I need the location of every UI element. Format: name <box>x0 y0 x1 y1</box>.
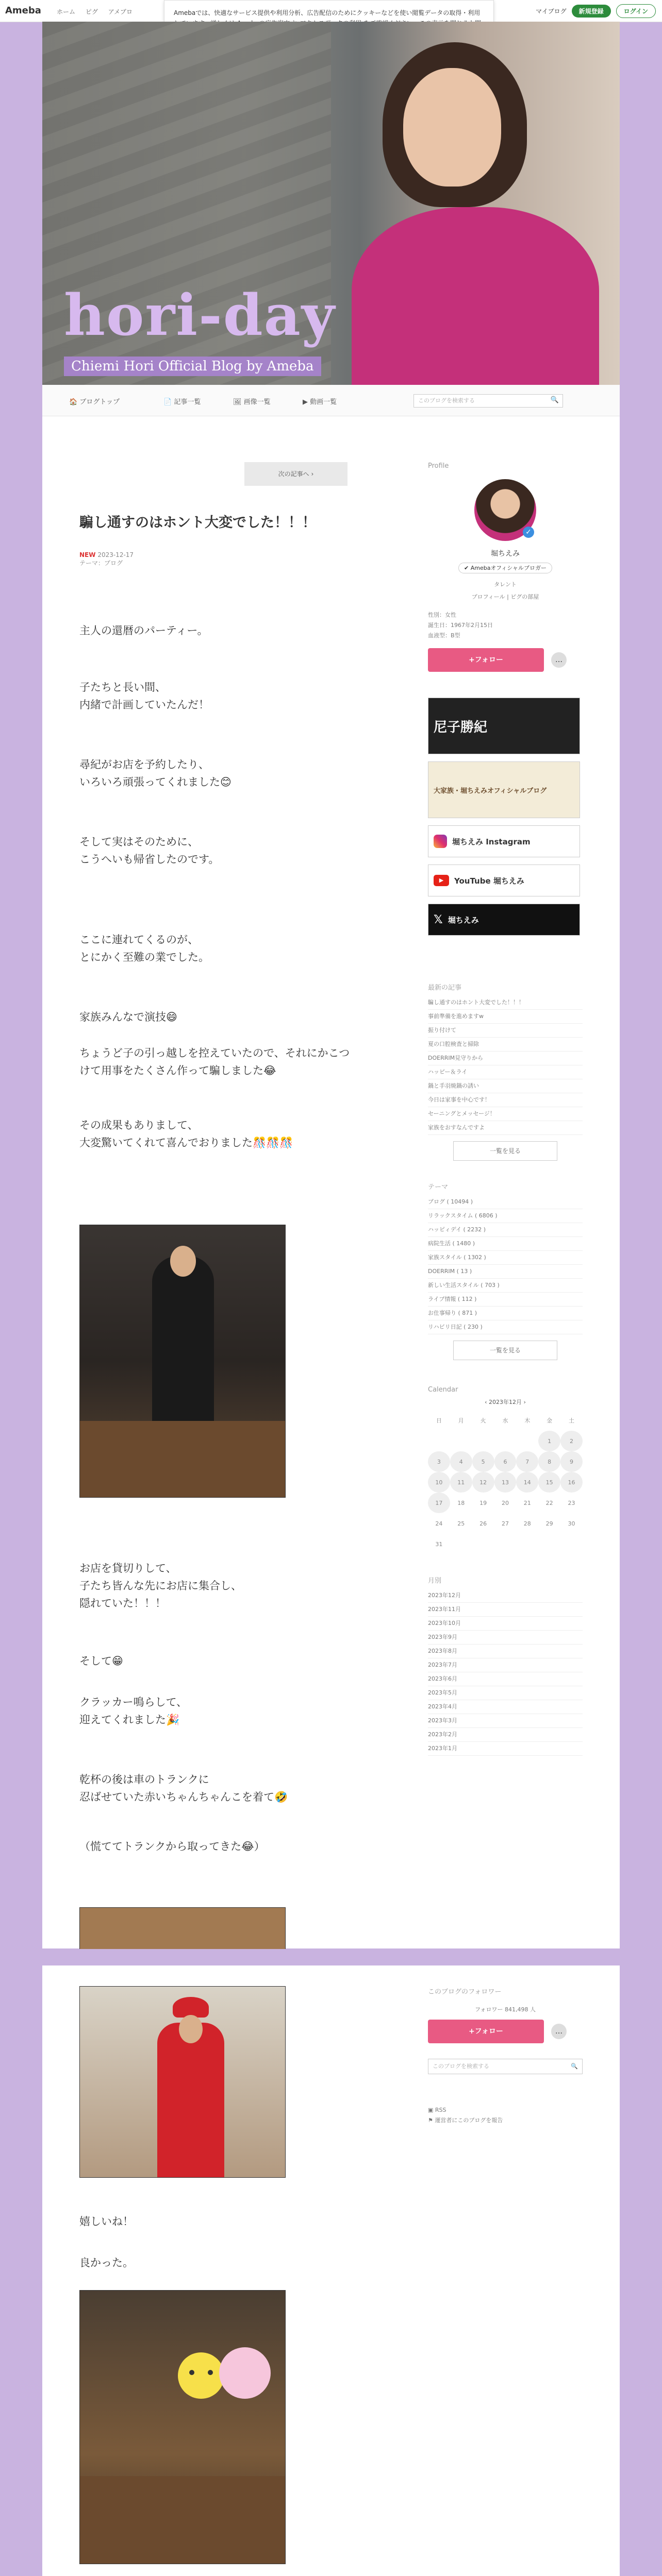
archive-section <box>428 1575 583 1756</box>
archive-item[interactable]: 2023年5月 <box>428 1686 583 1700</box>
recent-item[interactable]: 今日は家事を中心です！ <box>428 1093 583 1107</box>
nav-video-list-label: 動画一覧 <box>310 398 337 406</box>
calendar-cell[interactable]: 9 <box>560 1451 583 1472</box>
profile-name[interactable]: 堀ちえみ <box>491 550 520 558</box>
calendar-cell <box>494 1534 517 1554</box>
cookie-text: Amebaでは、快適なサービス提供や利用分析、広告配信のためにクッキーなどを使い閲覧データの取得・利用 <box>174 9 481 16</box>
calendar-cell: 29 <box>545 1520 553 1527</box>
paragraph-line: こうへいも帰省したのです。 <box>79 853 220 866</box>
archive-list <box>428 1589 583 1756</box>
recent-item[interactable]: 夏の口腔検査と掃除 <box>428 1038 583 1052</box>
calendar-cell[interactable]: 5 <box>472 1451 494 1472</box>
paragraph-line: 家族みんなで演技😄 <box>79 1011 177 1023</box>
sidebar-search-placeholder: このブログを検索する <box>433 2063 489 2070</box>
calendar-cell[interactable]: 1 <box>538 1431 560 1451</box>
calendar-cell: 28 <box>523 1520 531 1527</box>
nav-video-list[interactable]: ▶ 動画一覧 <box>303 398 337 406</box>
recent-articles <box>428 982 583 1161</box>
search-icon[interactable]: 🔍 <box>571 2063 578 2070</box>
nav-article-list[interactable]: 📄 記事一覧 <box>163 398 201 406</box>
sidebar <box>428 462 583 1756</box>
calendar-cell[interactable]: 15 <box>538 1472 560 1493</box>
blog-title: hori-day <box>64 282 336 348</box>
recent-more-button[interactable]: 一覧を見る <box>453 1141 557 1161</box>
banner-youtube[interactable] <box>428 865 580 896</box>
calendar-cell[interactable]: 12 <box>472 1472 494 1493</box>
profile-gender: 性別：女性 <box>428 612 456 618</box>
paragraph-line: クラッカー鳴らして、 <box>79 1696 188 1708</box>
article-meta <box>79 551 134 567</box>
calendar-cell[interactable]: 13 <box>494 1472 517 1493</box>
calendar-cell[interactable]: 6 <box>494 1451 517 1472</box>
paragraph-line: 忍ばせていた赤いちゃんちゃんこを着て🤣 <box>79 1791 288 1803</box>
recent-item[interactable]: 家族をおすなんですよ <box>428 1121 583 1135</box>
archive-heading: 月別 <box>428 1577 442 1585</box>
recent-heading: 最新の記事 <box>428 984 462 992</box>
more-menu-button[interactable]: … <box>551 2024 567 2039</box>
calendar-cell: 27 <box>501 1520 509 1527</box>
recent-item[interactable]: 事前準備を進めますw <box>428 1010 583 1024</box>
official-badge: ✔ Amebaオフィシャルブロガー <box>428 564 583 572</box>
theme-item[interactable]: 家族スタイル ( 1302 ) <box>428 1251 583 1265</box>
calendar-cell[interactable]: 17 <box>428 1493 450 1513</box>
calendar-cell: 30 <box>568 1520 575 1527</box>
recent-item[interactable]: 鍋と手羽焼鍋の誘い <box>428 1079 583 1093</box>
main-column <box>42 22 620 1948</box>
paragraph-line: ここに連れてくるのが、 <box>79 934 198 946</box>
calendar-cell[interactable]: 4 <box>450 1451 472 1472</box>
calendar-heading: Calendar <box>428 1386 458 1394</box>
theme-item[interactable]: ブログ ( 10494 ) <box>428 1195 583 1209</box>
sidebar-search-input[interactable] <box>428 2059 583 2074</box>
profile-birthday: 誕生日：1967年2月15日 <box>428 622 493 629</box>
banner-list <box>428 698 583 936</box>
calendar-cell <box>472 1431 494 1451</box>
article-title[interactable]: 騙し通すのはホント大変でした！！！ <box>79 515 316 531</box>
banner-family-blog[interactable]: 大家族・堀ちえみオフィシャルブログ <box>428 761 580 818</box>
main-column-lower <box>42 1965 620 2576</box>
theme-section <box>428 1181 583 1360</box>
calendar-cell[interactable]: 11 <box>450 1472 472 1493</box>
photo-table <box>80 2476 285 2564</box>
paragraph <box>79 679 399 756</box>
theme-item[interactable]: ライブ情報 ( 112 ) <box>428 1293 583 1307</box>
my-blog-link[interactable]: マイブログ <box>536 8 567 15</box>
paragraph-line: お店を貸切りして、 <box>79 1562 177 1574</box>
hero-person-face <box>403 68 501 187</box>
paragraph <box>79 1008 399 1044</box>
recent-item[interactable]: 騙し通すのはホント大変でした！！！ <box>428 996 583 1010</box>
archive-item[interactable]: 2023年6月 <box>428 1672 583 1686</box>
follow-button[interactable]: +フォロー <box>428 2020 544 2043</box>
article-body-3 <box>79 2213 399 2285</box>
archive-item[interactable]: 2023年9月 <box>428 1631 583 1645</box>
profile-follow-row <box>428 648 583 672</box>
profile-category: タレント <box>494 581 517 588</box>
article-photo-partial[interactable] <box>79 1907 286 1949</box>
theme-item[interactable]: DOERRIM ( 13 ) <box>428 1265 583 1279</box>
calendar-cell <box>450 1431 472 1451</box>
follow-button[interactable]: +フォロー <box>428 648 544 672</box>
calendar-cell: 22 <box>545 1499 553 1506</box>
calendar-day-header: 水 <box>502 1417 508 1424</box>
nav-home[interactable]: ホーム <box>57 8 76 15</box>
top-nav <box>57 7 141 16</box>
paragraph-line: 乾杯の後は車のトランクに <box>79 1773 209 1786</box>
calendar-cell[interactable]: 8 <box>538 1451 560 1472</box>
paragraph-line: 主人の還暦のパーティー。 <box>79 624 208 637</box>
next-month-icon[interactable]: › <box>523 1399 526 1405</box>
theme-item[interactable]: ハッピィデイ ( 2232 ) <box>428 1223 583 1237</box>
paragraph <box>79 2254 399 2285</box>
paragraph-line: 良かった。 <box>79 2257 134 2269</box>
recent-item[interactable]: 振り付けて <box>428 1024 583 1038</box>
calendar-month-label: 2023年12月 <box>489 1399 522 1405</box>
calendar-day-header: 土 <box>569 1417 575 1424</box>
verified-icon: ✓ <box>523 527 534 538</box>
more-menu-button[interactable]: … <box>551 652 567 668</box>
recent-item[interactable]: DOERRIM見守りから <box>428 1052 583 1065</box>
paragraph-line: 隠れていた！！！ <box>79 1597 166 1609</box>
theme-item[interactable]: 病院生活 ( 1480 ) <box>428 1237 583 1251</box>
new-badge: NEW <box>79 551 96 558</box>
recent-list <box>428 996 583 1135</box>
paragraph <box>79 833 399 931</box>
blog-subtitle: Chiemi Hori Official Blog by Ameba <box>64 357 321 376</box>
calendar-cell: 31 <box>435 1540 443 1548</box>
paragraph-line: 子たち皆んな先にお店に集合し、 <box>79 1580 242 1592</box>
calendar-cell <box>428 1431 450 1451</box>
photo-person-face <box>170 1246 196 1277</box>
blog-nav <box>42 385 620 416</box>
paragraph-line: （慌ててトランクから取ってきた😂） <box>79 1840 265 1853</box>
calendar-cell[interactable]: 7 <box>516 1451 538 1472</box>
nav-image-list-label: 画像一覧 <box>243 398 271 406</box>
paragraph <box>79 1838 399 1869</box>
report-label: 運営者にこのブログを報告 <box>435 2117 503 2124</box>
calendar-cell[interactable]: 16 <box>560 1472 583 1493</box>
calendar-cell: 21 <box>523 1499 531 1506</box>
calendar-day-header: 火 <box>480 1417 486 1424</box>
archive-item[interactable]: 2023年10月 <box>428 1617 583 1631</box>
calendar-cell <box>472 1534 494 1554</box>
calendar-cell <box>538 1534 560 1554</box>
hero-person-body <box>352 207 599 385</box>
archive-item[interactable]: 2023年12月 <box>428 1589 583 1603</box>
article-body-2 <box>79 1560 399 1869</box>
banner-instagram[interactable] <box>428 825 580 857</box>
theme-item[interactable]: リラックスタイム ( 6806 ) <box>428 1209 583 1223</box>
calendar-month <box>428 1398 583 1406</box>
nav-ameblo[interactable]: アメブロ <box>108 8 133 15</box>
signup-button[interactable]: 新規登録 <box>572 5 611 18</box>
top-actions <box>536 4 656 18</box>
calendar-cell: 25 <box>457 1520 465 1527</box>
banner-x-label: 堀ちえみ <box>448 915 479 925</box>
banner-x[interactable] <box>428 904 580 936</box>
nav-blog-top[interactable]: 🏠 ブログトップ <box>69 398 120 406</box>
profile-heading: Profile <box>428 462 449 470</box>
calendar-cell: 20 <box>501 1499 509 1506</box>
paragraph <box>79 1560 399 1652</box>
rss-label: RSS <box>435 2107 446 2113</box>
calendar-cell[interactable]: 10 <box>428 1472 450 1493</box>
rss-link[interactable]: ▣ RSS <box>428 2107 446 2113</box>
calendar-grid <box>428 1410 583 1554</box>
nav-blog-top-label: ブログトップ <box>79 398 120 406</box>
calendar-cell[interactable]: 3 <box>428 1451 450 1472</box>
calendar-cell: 24 <box>435 1520 443 1527</box>
theme-list <box>428 1195 583 1334</box>
paragraph-line: 内緒で計画していたんだ！ <box>79 699 209 711</box>
article-body <box>79 622 399 1168</box>
paragraph <box>79 1116 399 1168</box>
photo-red-hat <box>173 1997 209 2018</box>
calendar-cell: 19 <box>479 1499 487 1506</box>
sidebar-lower <box>428 1986 583 2126</box>
smiley-sticker-icon <box>178 2352 224 2399</box>
calendar-day-header: 日 <box>436 1417 442 1424</box>
theme-item[interactable]: リハビリ日記 ( 230 ) <box>428 1320 583 1334</box>
nav-image-list[interactable]: 🖼 画像一覧 <box>233 398 271 406</box>
paragraph-line: 迎えてくれました🎉 <box>79 1714 180 1726</box>
calendar-day-header: 金 <box>547 1417 553 1424</box>
banner-instagram-label: 堀ちえみ Instagram <box>452 837 531 846</box>
youtube-icon: ▶ <box>434 875 449 886</box>
photo-table <box>80 1421 285 1497</box>
bunny-sticker-icon <box>219 2347 271 2399</box>
profile-links[interactable]: プロフィール | ピグの部屋 <box>471 594 539 600</box>
calendar-cell[interactable]: 14 <box>516 1472 538 1493</box>
article-theme[interactable]: テーマ：ブログ <box>79 560 123 567</box>
theme-heading: テーマ <box>428 1183 449 1191</box>
nav-article-list-label: 記事一覧 <box>174 398 201 406</box>
calendar-cell <box>516 1534 538 1554</box>
sidebar-footer-links <box>428 2105 583 2126</box>
paragraph <box>79 1044 399 1116</box>
banner-book[interactable]: 尼子勝紀 <box>428 698 580 754</box>
paragraph-line: 大変驚いてくれて喜んでおりました🎊🎊🎊 <box>79 1137 293 1149</box>
profile-details <box>428 610 583 641</box>
calendar-cell <box>516 1431 538 1451</box>
calendar-cell <box>560 1534 583 1554</box>
calendar-cell: 23 <box>568 1499 575 1506</box>
calendar-cell: 26 <box>479 1520 487 1527</box>
banner-youtube-label: YouTube 堀ちえみ <box>454 876 524 886</box>
followers-heading: このブログのフォロワー <box>428 1988 502 1996</box>
paragraph-line: そして実はそのために、 <box>79 836 198 848</box>
paragraph <box>79 622 399 679</box>
ameba-logo[interactable]: Ameba <box>5 5 41 16</box>
paragraph <box>79 1652 399 1693</box>
paragraph-line: ちょうど子の引っ越しを控えていたので、それにかこつ <box>79 1047 350 1059</box>
theme-more-button[interactable]: 一覧を見る <box>453 1341 557 1360</box>
calendar-cell[interactable]: 2 <box>560 1431 583 1451</box>
prev-month-icon[interactable]: ‹ <box>485 1399 487 1405</box>
article-photo[interactable] <box>79 1986 286 2178</box>
blog-header-image[interactable] <box>42 22 620 385</box>
recent-item[interactable]: セーニングとメッセージ！ <box>428 1107 583 1121</box>
theme-item[interactable]: 新しい生活スタイル ( 703 ) <box>428 1279 583 1293</box>
paragraph <box>79 931 399 1008</box>
paragraph-line: けて用事をたくさん作って騙しました😂 <box>79 1064 276 1077</box>
next-article-label: 次の記事へ <box>278 470 309 478</box>
article-date: 2023-12-17 <box>97 551 134 558</box>
paragraph <box>79 1693 399 1771</box>
article-photo[interactable] <box>79 1225 286 1498</box>
photo-person-face <box>179 2015 203 2043</box>
paragraph-line: 子たちと長い間、 <box>79 681 166 693</box>
calendar-cell: 18 <box>457 1499 465 1506</box>
paragraph <box>79 756 399 833</box>
paragraph-line: 嬉しいね！ <box>79 2215 134 2228</box>
archive-item[interactable]: 2023年3月 <box>428 1714 583 1728</box>
paragraph <box>79 2213 399 2254</box>
paragraph-line: いろいろ頑張ってくれました😊 <box>79 776 231 788</box>
nav-pigg[interactable]: ピグ <box>85 8 98 15</box>
archive-item[interactable]: 2023年11月 <box>428 1603 583 1617</box>
archive-item[interactable]: 2023年8月 <box>428 1645 583 1658</box>
paragraph-line: 尋紀がお店を予約したり、 <box>79 758 209 771</box>
report-link[interactable]: ⚑ 運営者にこのブログを報告 <box>428 2117 503 2124</box>
x-icon: 𝕏 <box>434 913 443 926</box>
calendar <box>428 1386 583 1554</box>
next-article-button[interactable]: 次の記事へ › <box>244 462 347 486</box>
blog-search-input[interactable]: このブログを検索する <box>413 394 563 408</box>
archive-item[interactable]: 2023年2月 <box>428 1728 583 1742</box>
recent-item[interactable]: ハッピー＆ライ <box>428 1065 583 1079</box>
search-icon[interactable]: 🔍 <box>550 396 559 404</box>
paragraph-line: とにかく至難の業でした。 <box>79 951 209 963</box>
calendar-cell <box>494 1431 517 1451</box>
calendar-day-header: 月 <box>458 1417 464 1424</box>
followers-count: フォロワー 841,498 人 <box>475 2006 536 2013</box>
archive-item[interactable]: 2023年4月 <box>428 1700 583 1714</box>
calendar-cell <box>450 1534 472 1554</box>
followers-follow-row <box>428 2020 583 2043</box>
login-button[interactable]: ログイン <box>616 4 656 18</box>
article-photo[interactable] <box>79 2290 286 2564</box>
photo-red-vest <box>157 2023 224 2177</box>
archive-item[interactable]: 2023年7月 <box>428 1658 583 1672</box>
instagram-icon <box>434 835 447 848</box>
official-badge-label: Amebaオフィシャルブロガー <box>470 565 547 571</box>
profile-avatar[interactable] <box>474 479 536 541</box>
paragraph-line: その成果もありまして、 <box>79 1119 198 1131</box>
calendar-day-header: 木 <box>524 1417 531 1424</box>
theme-item[interactable]: お仕事帰り ( 871 ) <box>428 1307 583 1320</box>
archive-item[interactable]: 2023年1月 <box>428 1742 583 1756</box>
paragraph-line: そして😁 <box>79 1655 123 1667</box>
profile-blood: 血液型：B型 <box>428 632 460 639</box>
paragraph <box>79 1771 399 1838</box>
